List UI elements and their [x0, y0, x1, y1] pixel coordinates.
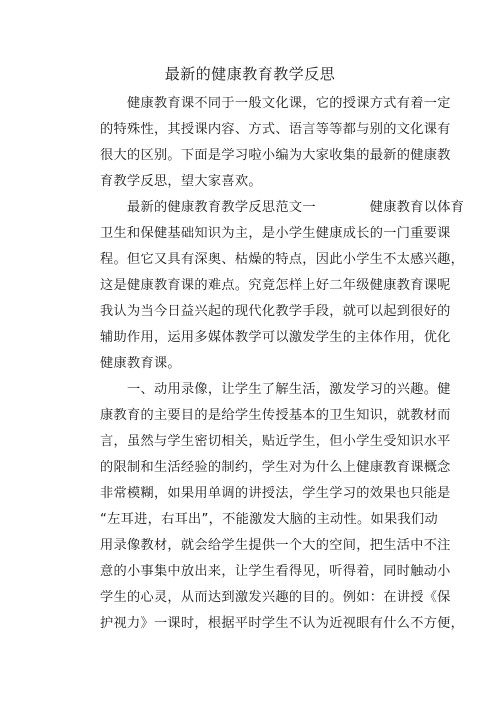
- paragraph-line: 的限制和生活经验的制约，学生对为什么上健康教育课概念: [100, 460, 451, 475]
- paragraph-line: 最新的健康教育教学反思范文一 健康教育以体育: [127, 200, 465, 215]
- paragraph-line: 我认为当今日益兴起的现代化教学手段，就可以起到很好的: [100, 304, 451, 319]
- paragraph-line: 一、动用录像，让学生了解生活，激发学习的兴趣。健: [127, 382, 451, 397]
- paragraph-line: 康教育的主要目的是给学生传授基本的卫生知识，就教材而: [100, 408, 451, 423]
- paragraph-line: 学生的心灵，从而达到激发兴趣的目的。例如：在讲授《保: [100, 590, 451, 605]
- document-title: 最新的健康教育教学反思: [164, 65, 336, 83]
- paragraph-line: “左耳进，右耳出”，不能激发大脑的主动性。如果我们动: [100, 512, 438, 527]
- paragraph-line: 卫生和保健基础知识为主，是小学生健康成长的一门重要课: [100, 226, 451, 241]
- paragraph-line: 健康教育课不同于一般文化课，它的授课方式有着一定: [127, 96, 451, 111]
- paragraph-line: 辅助作用，运用多媒体教学可以激发学生的主体作用，优化: [100, 330, 451, 345]
- paragraph-line: 程。但它又具有深奥、枯燥的特点，因此小学生不太感兴趣，: [100, 252, 465, 267]
- paragraph-line: 很大的区别。下面是学习啦小编为大家收集的最新的健康教: [100, 148, 451, 163]
- paragraph-line: 育教学反思，望大家喜欢。: [100, 174, 262, 189]
- paragraph-line: 用录像教材，就会给学生提供一个大的空间，把生活中不注: [100, 538, 451, 553]
- paragraph-line: 这是健康教育课的难点。究竟怎样上好二年级健康教育课呢: [100, 278, 451, 293]
- paragraph-line: 的特殊性，其授课内容、方式、语言等等都与别的文化课有: [100, 122, 451, 137]
- paragraph-line: 护视力》一课时，根据平时学生不认为近视眼有什么不方便，: [100, 616, 465, 631]
- paragraph-line: 意的小事集中放出来，让学生看得见，听得着，同时触动小: [100, 564, 451, 579]
- paragraph-line: 非常模糊，如果用单调的讲授法，学生学习的效果也只能是: [100, 486, 451, 501]
- paragraph-line: 言，虽然与学生密切相关，贴近学生，但小学生受知识水平: [100, 434, 451, 449]
- paragraph-line: 健康教育课。: [100, 356, 181, 371]
